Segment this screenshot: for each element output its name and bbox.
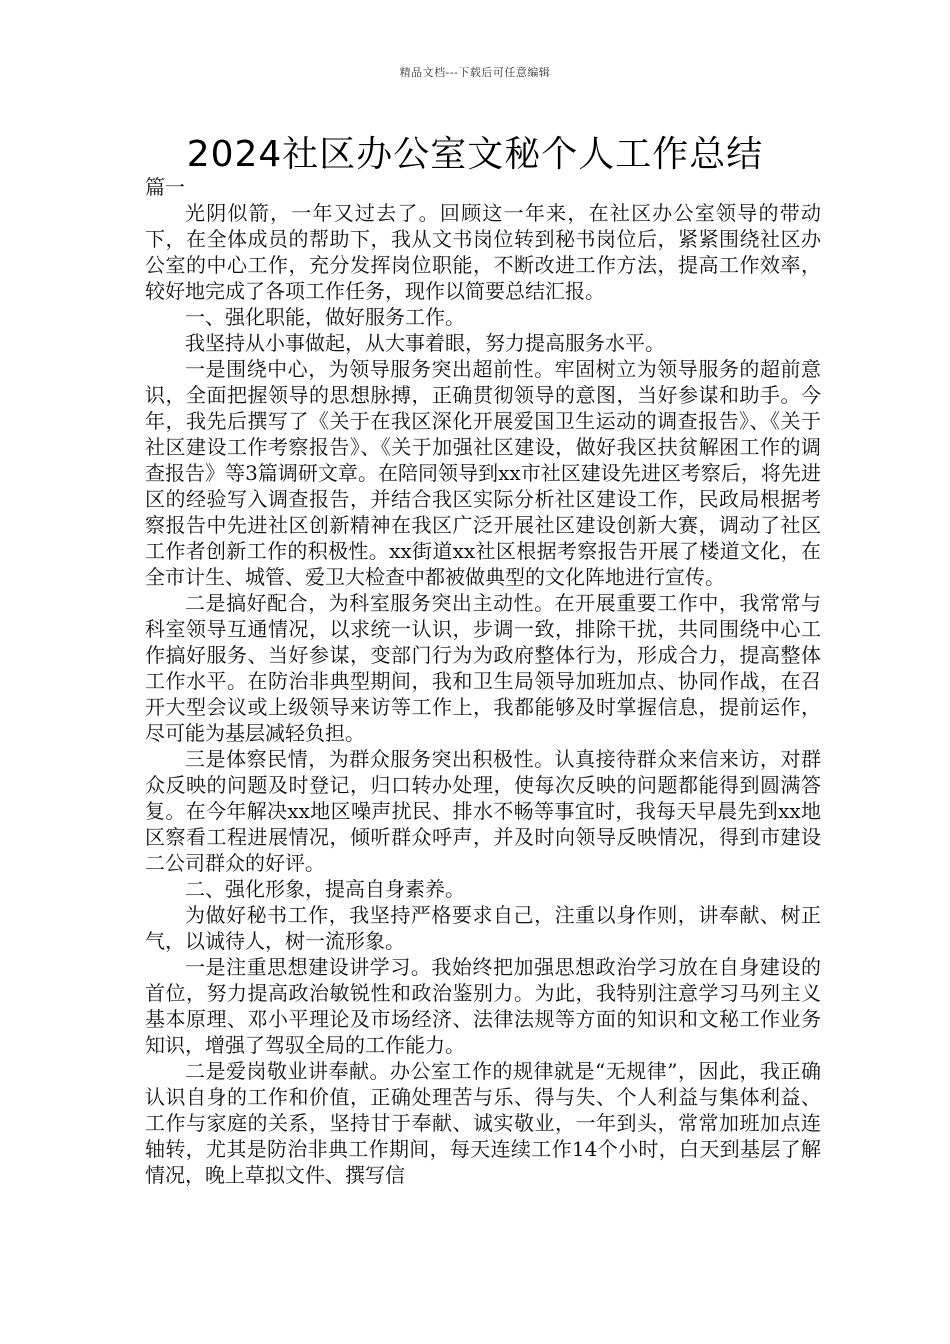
paragraph: 我坚持从小事做起，从大事着眼，努力提高服务水平。 — [185, 331, 665, 355]
paragraph: 为做好秘书工作，我坚持严格要求自己，注重以身作则，讲奉献、树正气，以诚待人，树一流形象。 — [145, 903, 821, 953]
paragraph: 一是注重思想建设讲学习。我始终把加强思想政治学习放在自身建设的首位，努力提高政治敏锐性和政治鉴别力。为此，我特别注意学习马列主义基本原理、邓小平理论及市场经济、法律法规等方面的知识和文秘工作业务知识，增强了驾驭全局的工作能力。 — [145, 955, 821, 1057]
header-note: 精品文档---下载后可任意编辑 — [399, 66, 551, 79]
paragraph: 一是围绕中心，为领导服务突出超前性。牢固树立为领导服务的超前意识，全面把握领导的思想脉搏，正确贯彻领导的意图，当好参谋和助手。今年，我先后撰写了《关于在我区深化开展爱国卫生运动的调查报告》、《关于社区建设工作考察报告》、《关于加强社区建设，做好我区扶贫解困工作的调查报告》等3篇调研文章。在陪同领导到xx市社区建设先进区考察后，将先进区的经验写入调查报告，并结合我区实际分析社区建设工作，民政局根据考察报告中先进社区创新精神在我区广泛开展社区建设创新大赛，调动了社区工作者创新工作的积极性。xx街道xx社区根据考察报告开展了楼道文化，在全市计生、城管、爱卫大检查中都被做典型的文化阵地进行宣传。 — [145, 357, 821, 589]
document-body — [145, 174, 821, 1188]
paragraph: 二是爱岗敬业讲奉献。办公室工作的规律就是“无规律”，因此，我正确认识自身的工作和价值，正确处理苦与乐、得与失、个人利益与集体利益、工作与家庭的关系，坚持甘于奉献、诚实敬业，一年到头，常常加班加点连轴转，尤其是防治非典工作期间，每天连续工作14个小时，白天到基层了解情况，晚上草拟文件、撰写信 — [145, 1059, 821, 1187]
section-heading-2: 二、强化形象，提高自身素养。 — [185, 877, 465, 901]
section-heading-1: 一、强化职能，做好服务工作。 — [185, 305, 465, 329]
paragraph-intro: 光阴似箭，一年又过去了。回顾这一年来，在社区办公室领导的带动下，在全体成员的帮助下，我从文书岗位转到秘书岗位后，紧紧围绕社区办公室的中心工作，充分发挥岗位职能，不断改进工作方法，提高工作效率，较好地完成了各项工作任务，现作以简要总结汇报。 — [145, 201, 821, 303]
part-label: 篇一 — [145, 175, 185, 199]
paragraph: 三是体察民情，为群众服务突出积极性。认真接待群众来信来访，对群众反映的问题及时登记，归口转办处理，使每次反映的问题都能得到圆满答复。在今年解决xx地区噪声扰民、排水不畅等事宜时，我每天早晨先到xx地区察看工程进展情况，倾听群众呼声，并及时向领导反映情况，得到市建设二公司群众的好评。 — [145, 747, 821, 875]
document-title: 2024社区办公室文秘个人工作总结 — [186, 134, 764, 175]
paragraph: 二是搞好配合，为科室服务突出主动性。在开展重要工作中，我常常与科室领导互通情况，以求统一认识，步调一致，排除干扰，共同围绕中心工作搞好服务、当好参谋，变部门行为为政府整体行为，形成合力，提高整体工作水平。在防治非典型期间，我和卫生局领导加班加点、协同作战，在召开大型会议或上级领导来访等工作上，我都能够及时掌握信息，提前运作，尽可能为基层减轻负担。 — [145, 591, 821, 745]
